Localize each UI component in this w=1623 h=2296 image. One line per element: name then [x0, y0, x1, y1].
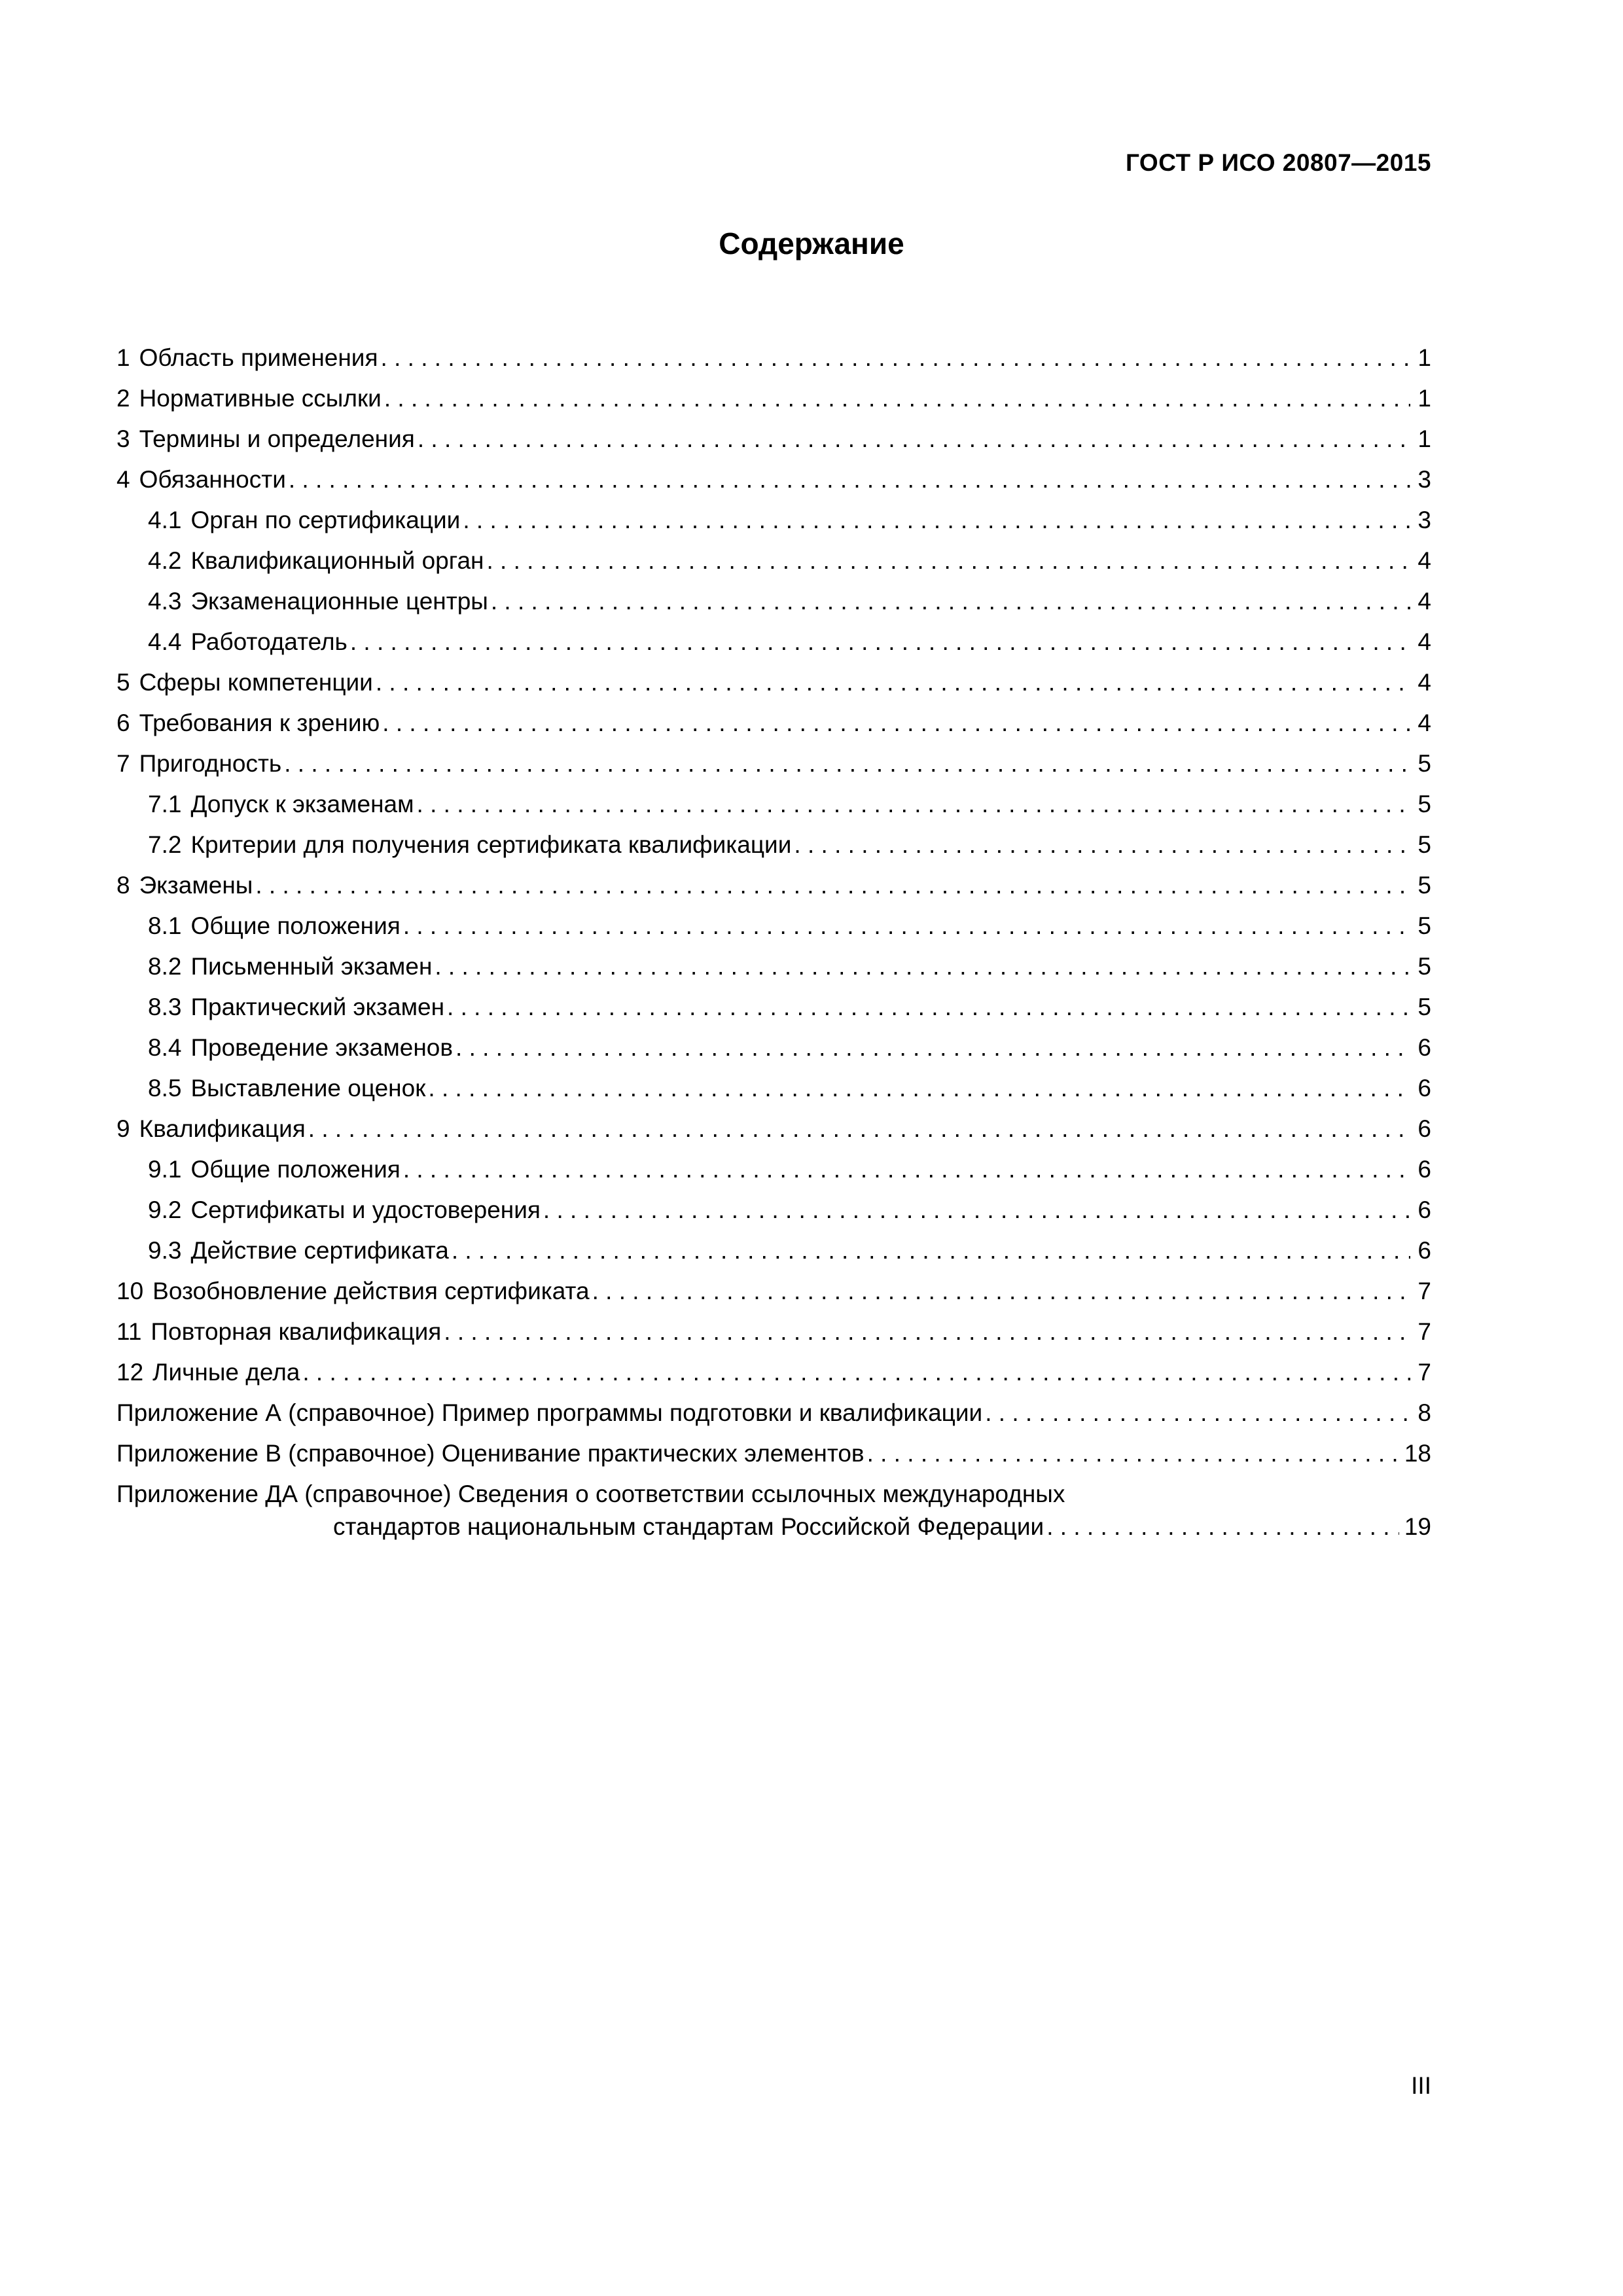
toc-entry-title: Возобновление действия сертификата [152, 1278, 590, 1304]
dot-leader [463, 506, 1410, 535]
toc-entry-3[interactable] [116, 413, 1431, 454]
dot-leader [491, 587, 1410, 616]
toc-entry-number: 9.3 [148, 1237, 182, 1264]
toc-entry-title: Повторная квалификация [151, 1318, 442, 1345]
dot-leader [381, 344, 1410, 372]
toc-entry-number: 7.1 [148, 791, 182, 817]
toc-entry-title: Личные дела [152, 1359, 300, 1386]
toc-entry-page: 4 [1418, 547, 1431, 574]
toc-entry-title: Квалификационный орган [190, 547, 484, 574]
toc-entry-8-3[interactable] [116, 981, 1431, 1022]
toc-entry-7-2[interactable] [116, 819, 1431, 859]
toc-entry-4[interactable] [116, 454, 1431, 494]
toc-entry-number: 4 [116, 466, 130, 493]
toc-entry-title: Выставление оценок [190, 1075, 426, 1102]
toc-entry-page: 5 [1418, 953, 1431, 980]
toc-entry-number: 6 [116, 709, 130, 736]
toc-entry-number: 11 [116, 1318, 142, 1345]
toc-entry-page: 6 [1418, 1115, 1431, 1142]
dot-leader [867, 1439, 1399, 1468]
toc-entry-page: 3 [1418, 466, 1431, 493]
toc-entry-page: 6 [1418, 1075, 1431, 1102]
table-of-contents [116, 332, 1431, 1541]
toc-entry-page: 4 [1418, 669, 1431, 696]
toc-entry-page: 1 [1418, 344, 1431, 371]
toc-entry-page: 1 [1418, 425, 1431, 452]
toc-entry-page: 5 [1418, 912, 1431, 939]
dot-leader [1046, 1513, 1399, 1541]
toc-entry-8-5[interactable] [116, 1062, 1431, 1103]
toc-entry-title: Экзаменационные центры [190, 588, 488, 615]
dot-leader [435, 952, 1410, 981]
dot-leader [382, 709, 1410, 738]
dot-leader [302, 1358, 1410, 1387]
toc-entry-page: 5 [1418, 791, 1431, 817]
dot-leader [289, 465, 1410, 494]
toc-entry-6[interactable] [116, 697, 1431, 738]
toc-entry-title: Действие сертификата [190, 1237, 449, 1264]
dot-leader [417, 790, 1410, 819]
toc-entry-number: 8.5 [148, 1075, 182, 1102]
toc-entry-number: 7.2 [148, 831, 182, 858]
toc-entry-9[interactable] [116, 1103, 1431, 1143]
toc-annex-da[interactable] [116, 1468, 1431, 1541]
toc-entry-number: 12 [116, 1359, 144, 1386]
toc-entry-title: Квалификация [139, 1115, 306, 1142]
toc-entry-page: 5 [1418, 872, 1431, 899]
toc-entry-number: 8.1 [148, 912, 182, 939]
toc-entry-title: Экзамены [139, 872, 253, 899]
toc-entry-number: 1 [116, 344, 130, 371]
toc-entry-page: 5 [1418, 750, 1431, 777]
toc-entry-1[interactable] [116, 332, 1431, 372]
toc-entry-number: 3 [116, 425, 130, 452]
toc-entry-number: 9.1 [148, 1156, 182, 1183]
toc-entry-title: Работодатель [190, 628, 348, 655]
document-code: ГОСТ Р ИСО 20807—2015 [1125, 149, 1431, 176]
dot-leader [428, 1074, 1410, 1103]
dot-leader [985, 1399, 1410, 1427]
dot-leader [486, 547, 1410, 575]
toc-annex-page: 18 [1404, 1440, 1431, 1467]
toc-entry-number: 4.1 [148, 507, 182, 533]
toc-title: Содержание [719, 226, 904, 260]
toc-entry-8-1[interactable] [116, 900, 1431, 941]
toc-entry-number: 8 [116, 872, 130, 899]
toc-entry-number: 9.2 [148, 1196, 182, 1223]
toc-entry-number: 8.4 [148, 1034, 182, 1061]
toc-entry-number: 7 [116, 750, 130, 777]
toc-entry-page: 7 [1418, 1359, 1431, 1386]
toc-annex-title: Приложение В (справочное) Оценивание практических элементов [116, 1439, 867, 1468]
page-number: III [1411, 2072, 1431, 2099]
toc-entry-number: 4.4 [148, 628, 182, 655]
toc-entry-page: 4 [1418, 588, 1431, 615]
toc-entry-8-2[interactable] [116, 941, 1431, 981]
toc-entry-title: Практический экзамен [190, 994, 445, 1020]
toc-entry-title: Письменный экзамен [190, 953, 433, 980]
toc-entry-7[interactable] [116, 738, 1431, 778]
dot-leader [455, 1033, 1410, 1062]
toc-entry-title: Нормативные ссылки [139, 385, 382, 412]
toc-entry-number: 8.2 [148, 953, 182, 980]
toc-entry-number: 4.3 [148, 588, 182, 615]
toc-entry-title: Пригодность [139, 750, 282, 777]
toc-annex-title: Приложение А (справочное) Пример программы подготовки и квалификации [116, 1399, 985, 1427]
dot-leader [418, 425, 1410, 454]
toc-entry-title: Орган по сертификации [190, 507, 461, 533]
toc-entry-number: 10 [116, 1278, 144, 1304]
toc-entry-12[interactable] [116, 1346, 1431, 1387]
toc-annex-page: 8 [1418, 1399, 1431, 1426]
toc-entry-4-1[interactable] [116, 494, 1431, 535]
dot-leader [444, 1318, 1410, 1346]
toc-entry-page: 5 [1418, 831, 1431, 858]
toc-entry-page: 4 [1418, 628, 1431, 655]
toc-entry-number: 4.2 [148, 547, 182, 574]
toc-annex-title-line2: стандартов национальным стандартам Российской Федерации [333, 1513, 1046, 1541]
toc-annex-title-line1: Приложение ДА (справочное) Сведения о соответствии ссылочных международных [116, 1480, 1065, 1507]
toc-entry-title: Сферы компетенции [139, 669, 373, 696]
toc-entry-number: 8.3 [148, 994, 182, 1020]
dot-leader [447, 993, 1410, 1022]
toc-entry-9-2[interactable] [116, 1184, 1431, 1225]
toc-entry-page: 6 [1418, 1196, 1431, 1223]
toc-entry-title: Общие положения [190, 912, 401, 939]
toc-entry-page: 6 [1418, 1156, 1431, 1183]
dot-leader [403, 912, 1410, 941]
toc-entry-4-2[interactable] [116, 535, 1431, 575]
toc-entry-9-1[interactable] [116, 1143, 1431, 1184]
toc-entry-8[interactable] [116, 859, 1431, 900]
toc-entry-title: Проведение экзаменов [190, 1034, 454, 1061]
toc-entry-title: Область применения [139, 344, 378, 371]
toc-entry-10[interactable] [116, 1265, 1431, 1306]
toc-entry-9-3[interactable] [116, 1225, 1431, 1265]
toc-entry-page: 7 [1418, 1318, 1431, 1345]
toc-annex-a[interactable] [116, 1387, 1431, 1427]
toc-entry-4-3[interactable] [116, 575, 1431, 616]
dot-leader [284, 749, 1410, 778]
dot-leader [350, 628, 1410, 656]
toc-entry-page: 4 [1418, 709, 1431, 736]
dot-leader [384, 384, 1410, 413]
toc-entry-11[interactable] [116, 1306, 1431, 1346]
toc-entry-2[interactable] [116, 372, 1431, 413]
toc-entry-page: 6 [1418, 1034, 1431, 1061]
toc-entry-title: Критерии для получения сертификата квалификации [190, 831, 792, 858]
toc-entry-title: Требования к зрению [139, 709, 380, 736]
toc-entry-page: 6 [1418, 1237, 1431, 1264]
dot-leader [543, 1196, 1410, 1225]
toc-entry-5[interactable] [116, 656, 1431, 697]
toc-entry-number: 9 [116, 1115, 130, 1142]
toc-entry-page: 1 [1418, 385, 1431, 412]
dot-leader [255, 871, 1410, 900]
toc-annex-b[interactable] [116, 1427, 1431, 1468]
toc-annex-page: 19 [1404, 1513, 1431, 1540]
toc-entry-title: Термины и определения [139, 425, 415, 452]
dot-leader [403, 1155, 1410, 1184]
toc-entry-7-1[interactable] [116, 778, 1431, 819]
dot-leader [592, 1277, 1410, 1306]
dot-leader [308, 1115, 1410, 1143]
toc-entry-title: Общие положения [190, 1156, 401, 1183]
dot-leader [452, 1236, 1410, 1265]
toc-entry-title: Обязанности [139, 466, 286, 493]
toc-entry-8-4[interactable] [116, 1022, 1431, 1062]
toc-entry-title: Сертификаты и удостоверения [190, 1196, 541, 1223]
toc-entry-number: 2 [116, 385, 130, 412]
toc-entry-page: 5 [1418, 994, 1431, 1020]
dot-leader [794, 831, 1410, 859]
dot-leader [376, 668, 1410, 697]
toc-entry-4-4[interactable] [116, 616, 1431, 656]
toc-entry-page: 7 [1418, 1278, 1431, 1304]
toc-entry-page: 3 [1418, 507, 1431, 533]
toc-entry-number: 5 [116, 669, 130, 696]
toc-entry-title: Допуск к экзаменам [190, 791, 414, 817]
